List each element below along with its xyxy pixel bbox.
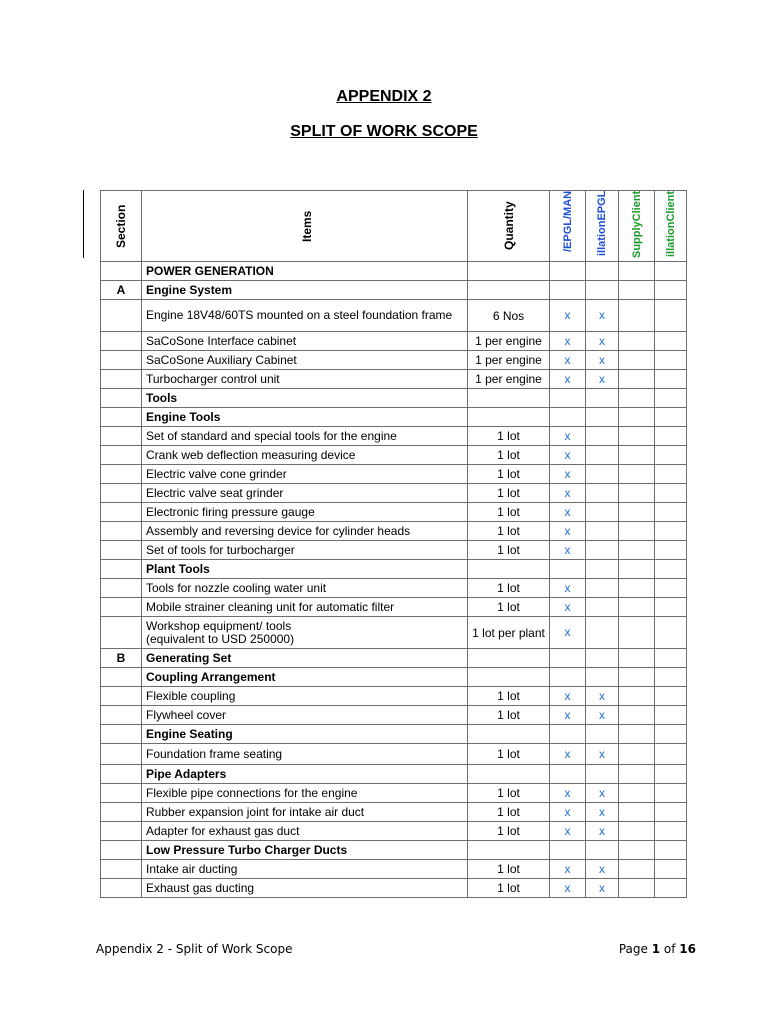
scope-mark-cell: x bbox=[550, 351, 586, 370]
quantity-cell: 1 per engine bbox=[468, 351, 550, 370]
item-cell: Workshop equipment/ tools (equivalent to USD 250000) bbox=[142, 617, 468, 649]
section-cell bbox=[101, 617, 142, 649]
scope-mark-cell bbox=[586, 408, 619, 427]
section-cell bbox=[101, 332, 142, 351]
scope-mark-cell bbox=[586, 465, 619, 484]
scope-mark-cell: x bbox=[550, 579, 586, 598]
scope-mark-cell bbox=[655, 446, 687, 465]
scope-mark-cell bbox=[655, 687, 687, 706]
section-cell bbox=[101, 351, 142, 370]
table-row bbox=[101, 281, 687, 300]
section-cell bbox=[101, 389, 142, 408]
scope-mark-cell bbox=[586, 262, 619, 281]
section-cell bbox=[101, 860, 142, 879]
quantity-cell: 1 lot bbox=[468, 784, 550, 803]
scope-mark-cell bbox=[619, 427, 655, 446]
scope-mark-cell bbox=[550, 725, 586, 744]
header-section: Section bbox=[101, 191, 142, 262]
table-row bbox=[101, 560, 687, 579]
scope-mark-cell bbox=[655, 389, 687, 408]
table-row bbox=[101, 484, 687, 503]
scope-mark-cell bbox=[655, 541, 687, 560]
quantity-cell: 1 lot bbox=[468, 541, 550, 560]
table-row bbox=[101, 300, 687, 332]
scope-mark-cell bbox=[619, 841, 655, 860]
scope-mark-cell bbox=[586, 541, 619, 560]
item-cell: POWER GENERATION bbox=[142, 262, 468, 281]
scope-mark-cell bbox=[619, 484, 655, 503]
scope-mark-cell bbox=[655, 579, 687, 598]
table-row bbox=[101, 744, 687, 765]
scope-mark-cell bbox=[655, 617, 687, 649]
scope-mark-cell bbox=[550, 408, 586, 427]
scope-mark-cell bbox=[655, 803, 687, 822]
scope-mark-cell: x bbox=[550, 784, 586, 803]
item-cell: Assembly and reversing device for cylinder heads bbox=[142, 522, 468, 541]
table-row bbox=[101, 649, 687, 668]
table-row bbox=[101, 408, 687, 427]
scope-mark-cell bbox=[619, 598, 655, 617]
scope-mark-cell bbox=[586, 598, 619, 617]
table-row bbox=[101, 725, 687, 744]
quantity-cell bbox=[468, 649, 550, 668]
item-cell: SaCoSone Interface cabinet bbox=[142, 332, 468, 351]
scope-mark-cell: x bbox=[586, 822, 619, 841]
scope-mark-cell: x bbox=[586, 370, 619, 389]
scope-mark-cell bbox=[619, 860, 655, 879]
table-row bbox=[101, 427, 687, 446]
scope-mark-cell bbox=[586, 668, 619, 687]
section-cell bbox=[101, 687, 142, 706]
item-cell: Tools bbox=[142, 389, 468, 408]
quantity-cell bbox=[468, 408, 550, 427]
section-cell bbox=[101, 446, 142, 465]
scope-mark-cell bbox=[655, 784, 687, 803]
quantity-cell bbox=[468, 841, 550, 860]
scope-mark-cell bbox=[619, 281, 655, 300]
scope-mark-cell bbox=[586, 725, 619, 744]
scope-mark-cell: x bbox=[586, 706, 619, 725]
scope-mark-cell bbox=[619, 503, 655, 522]
scope-mark-cell bbox=[550, 841, 586, 860]
item-cell: Exhaust gas ducting bbox=[142, 879, 468, 898]
scope-mark-cell: x bbox=[550, 370, 586, 389]
quantity-cell: 1 lot bbox=[468, 687, 550, 706]
header-col3: SupplyClient bbox=[619, 191, 655, 262]
appendix-heading: APPENDIX 2 bbox=[336, 88, 432, 105]
quantity-cell bbox=[468, 262, 550, 281]
item-cell: Engine System bbox=[142, 281, 468, 300]
section-cell bbox=[101, 408, 142, 427]
table-row bbox=[101, 765, 687, 784]
table-row bbox=[101, 389, 687, 408]
scope-mark-cell bbox=[655, 332, 687, 351]
item-cell: Generating Set bbox=[142, 649, 468, 668]
scope-mark-cell bbox=[655, 503, 687, 522]
quantity-cell: 1 lot bbox=[468, 822, 550, 841]
scope-mark-cell bbox=[619, 262, 655, 281]
table-row bbox=[101, 706, 687, 725]
scope-mark-cell bbox=[619, 332, 655, 351]
scope-mark-cell bbox=[619, 668, 655, 687]
section-cell bbox=[101, 541, 142, 560]
scope-mark-cell bbox=[586, 427, 619, 446]
scope-mark-cell: x bbox=[550, 744, 586, 765]
scope-mark-cell: x bbox=[586, 803, 619, 822]
scope-mark-cell bbox=[655, 649, 687, 668]
table-row bbox=[101, 860, 687, 879]
scope-mark-cell bbox=[655, 427, 687, 446]
scope-mark-cell bbox=[619, 879, 655, 898]
scope-mark-cell bbox=[619, 560, 655, 579]
scope-mark-cell: x bbox=[550, 822, 586, 841]
scope-mark-cell: x bbox=[550, 427, 586, 446]
scope-mark-cell bbox=[619, 579, 655, 598]
scope-mark-cell: x bbox=[550, 446, 586, 465]
table-row bbox=[101, 522, 687, 541]
quantity-cell: 1 lot bbox=[468, 598, 550, 617]
table-row bbox=[101, 687, 687, 706]
scope-mark-cell bbox=[655, 860, 687, 879]
table-row bbox=[101, 541, 687, 560]
item-cell: Tools for nozzle cooling water unit bbox=[142, 579, 468, 598]
item-cell: Electronic firing pressure gauge bbox=[142, 503, 468, 522]
scope-mark-cell bbox=[550, 668, 586, 687]
item-cell: Electric valve cone grinder bbox=[142, 465, 468, 484]
table-row bbox=[101, 803, 687, 822]
table-row bbox=[101, 668, 687, 687]
page-number: Page 1 of 16 bbox=[618, 942, 696, 956]
scope-mark-cell bbox=[655, 370, 687, 389]
scope-mark-cell: x bbox=[586, 332, 619, 351]
section-cell bbox=[101, 822, 142, 841]
scope-mark-cell bbox=[619, 370, 655, 389]
scope-mark-cell bbox=[619, 408, 655, 427]
table-row bbox=[101, 332, 687, 351]
section-cell bbox=[101, 262, 142, 281]
item-cell: Rubber expansion joint for intake air duct bbox=[142, 803, 468, 822]
scope-mark-cell bbox=[586, 446, 619, 465]
scope-mark-cell bbox=[655, 841, 687, 860]
section-cell bbox=[101, 484, 142, 503]
scope-mark-cell: x bbox=[586, 300, 619, 332]
scope-mark-cell: x bbox=[550, 706, 586, 725]
table-row bbox=[101, 822, 687, 841]
item-cell: Flexible pipe connections for the engine bbox=[142, 784, 468, 803]
scope-mark-cell bbox=[586, 281, 619, 300]
header-items: Items bbox=[142, 191, 468, 262]
item-cell: Adapter for exhaust gas duct bbox=[142, 822, 468, 841]
scope-mark-cell bbox=[619, 765, 655, 784]
header-quantity: Quantity bbox=[468, 191, 550, 262]
scope-mark-cell bbox=[619, 541, 655, 560]
section-cell bbox=[101, 427, 142, 446]
scope-mark-cell: x bbox=[550, 541, 586, 560]
table-row bbox=[101, 784, 687, 803]
quantity-cell: 1 lot bbox=[468, 465, 550, 484]
quantity-cell: 1 lot bbox=[468, 484, 550, 503]
table-row bbox=[101, 503, 687, 522]
scope-mark-cell bbox=[655, 465, 687, 484]
quantity-cell: 1 lot bbox=[468, 579, 550, 598]
scope-mark-cell bbox=[550, 389, 586, 408]
scope-mark-cell bbox=[619, 389, 655, 408]
scope-mark-cell bbox=[655, 522, 687, 541]
quantity-cell: 1 per engine bbox=[468, 370, 550, 389]
scope-mark-cell: x bbox=[550, 879, 586, 898]
section-cell bbox=[101, 841, 142, 860]
quantity-cell bbox=[468, 668, 550, 687]
scope-mark-cell: x bbox=[550, 687, 586, 706]
scope-mark-cell bbox=[655, 668, 687, 687]
quantity-cell bbox=[468, 560, 550, 579]
scope-mark-cell bbox=[619, 725, 655, 744]
table-row bbox=[101, 598, 687, 617]
scope-mark-cell: x bbox=[586, 351, 619, 370]
header-col4: illationClient bbox=[655, 191, 687, 262]
section-cell bbox=[101, 300, 142, 332]
quantity-cell: 1 lot bbox=[468, 446, 550, 465]
quantity-cell: 1 lot bbox=[468, 503, 550, 522]
scope-mark-cell bbox=[586, 649, 619, 668]
scope-mark-cell bbox=[655, 408, 687, 427]
table-header-row bbox=[101, 191, 687, 262]
table-row bbox=[101, 262, 687, 281]
section-cell bbox=[101, 706, 142, 725]
change-bar bbox=[83, 190, 84, 258]
quantity-cell bbox=[468, 765, 550, 784]
scope-mark-cell bbox=[655, 484, 687, 503]
quantity-cell bbox=[468, 725, 550, 744]
scope-mark-cell bbox=[655, 598, 687, 617]
scope-mark-cell bbox=[655, 744, 687, 765]
quantity-cell: 1 lot bbox=[468, 427, 550, 446]
scope-mark-cell bbox=[586, 579, 619, 598]
scope-mark-cell: x bbox=[550, 503, 586, 522]
item-cell: Coupling Arrangement bbox=[142, 668, 468, 687]
scope-mark-cell: x bbox=[586, 687, 619, 706]
section-cell bbox=[101, 560, 142, 579]
scope-mark-cell bbox=[619, 649, 655, 668]
scope-mark-cell bbox=[619, 446, 655, 465]
quantity-cell: 1 lot bbox=[468, 879, 550, 898]
table-row bbox=[101, 370, 687, 389]
section-cell bbox=[101, 503, 142, 522]
item-cell: Mobile strainer cleaning unit for automatic filter bbox=[142, 598, 468, 617]
scope-mark-cell bbox=[655, 262, 687, 281]
header-col1: /EPGL/MAN bbox=[550, 191, 586, 262]
quantity-cell: 1 lot bbox=[468, 860, 550, 879]
scope-mark-cell bbox=[586, 484, 619, 503]
item-cell: Electric valve seat grinder bbox=[142, 484, 468, 503]
scope-mark-cell bbox=[655, 879, 687, 898]
item-cell: Engine Seating bbox=[142, 725, 468, 744]
quantity-cell: 1 per engine bbox=[468, 332, 550, 351]
scope-mark-cell: x bbox=[550, 465, 586, 484]
quantity-cell bbox=[468, 389, 550, 408]
scope-mark-cell: x bbox=[586, 744, 619, 765]
scope-mark-cell bbox=[655, 560, 687, 579]
item-cell: Crank web deflection measuring device bbox=[142, 446, 468, 465]
item-cell: Low Pressure Turbo Charger Ducts bbox=[142, 841, 468, 860]
item-cell: Turbocharger control unit bbox=[142, 370, 468, 389]
quantity-cell: 1 lot bbox=[468, 522, 550, 541]
scope-mark-cell bbox=[655, 765, 687, 784]
section-cell: B bbox=[101, 649, 142, 668]
scope-mark-cell bbox=[586, 765, 619, 784]
scope-mark-cell bbox=[655, 822, 687, 841]
section-cell bbox=[101, 465, 142, 484]
section-cell bbox=[101, 598, 142, 617]
table-row bbox=[101, 579, 687, 598]
section-cell bbox=[101, 765, 142, 784]
item-cell: Foundation frame seating bbox=[142, 744, 468, 765]
scope-mark-cell bbox=[619, 465, 655, 484]
scope-mark-cell bbox=[550, 262, 586, 281]
scope-mark-cell bbox=[586, 560, 619, 579]
scope-mark-cell: x bbox=[550, 300, 586, 332]
scope-mark-cell: x bbox=[550, 484, 586, 503]
section-cell: A bbox=[101, 281, 142, 300]
scope-mark-cell bbox=[550, 560, 586, 579]
scope-mark-cell bbox=[619, 687, 655, 706]
scope-mark-cell bbox=[619, 744, 655, 765]
item-cell: SaCoSone Auxiliary Cabinet bbox=[142, 351, 468, 370]
section-cell bbox=[101, 879, 142, 898]
scope-mark-cell bbox=[619, 822, 655, 841]
scope-mark-cell bbox=[550, 765, 586, 784]
scope-mark-cell bbox=[586, 841, 619, 860]
section-cell bbox=[101, 522, 142, 541]
quantity-cell: 1 lot bbox=[468, 744, 550, 765]
work-scope-table bbox=[100, 190, 687, 898]
scope-mark-cell bbox=[619, 522, 655, 541]
scope-mark-cell: x bbox=[586, 784, 619, 803]
scope-mark-cell: x bbox=[550, 332, 586, 351]
document-subheading: SPLIT OF WORK SCOPE bbox=[290, 123, 478, 140]
table-row bbox=[101, 465, 687, 484]
item-cell: Plant Tools bbox=[142, 560, 468, 579]
scope-mark-cell bbox=[550, 281, 586, 300]
section-cell bbox=[101, 579, 142, 598]
table-row bbox=[101, 351, 687, 370]
table-row bbox=[101, 617, 687, 649]
quantity-cell: 6 Nos bbox=[468, 300, 550, 332]
scope-mark-cell bbox=[586, 617, 619, 649]
section-cell bbox=[101, 803, 142, 822]
table-row bbox=[101, 841, 687, 860]
scope-mark-cell bbox=[619, 351, 655, 370]
scope-mark-cell bbox=[655, 300, 687, 332]
scope-mark-cell: x bbox=[550, 803, 586, 822]
table-row bbox=[101, 446, 687, 465]
scope-mark-cell: x bbox=[550, 522, 586, 541]
item-cell: Set of tools for turbocharger bbox=[142, 541, 468, 560]
scope-mark-cell bbox=[655, 706, 687, 725]
scope-mark-cell: x bbox=[550, 598, 586, 617]
section-cell bbox=[101, 784, 142, 803]
scope-mark-cell bbox=[655, 351, 687, 370]
item-cell: Flexible coupling bbox=[142, 687, 468, 706]
section-cell bbox=[101, 370, 142, 389]
scope-mark-cell bbox=[619, 300, 655, 332]
scope-mark-cell bbox=[550, 649, 586, 668]
footer-title: Appendix 2 - Split of Work Scope bbox=[96, 942, 293, 956]
quantity-cell: 1 lot bbox=[468, 706, 550, 725]
scope-mark-cell: x bbox=[550, 617, 586, 649]
scope-mark-cell: x bbox=[550, 860, 586, 879]
scope-mark-cell: x bbox=[586, 860, 619, 879]
item-cell: Set of standard and special tools for the engine bbox=[142, 427, 468, 446]
item-cell: Flywheel cover bbox=[142, 706, 468, 725]
header-col2: illationEPGL bbox=[586, 191, 619, 262]
quantity-cell: 1 lot bbox=[468, 803, 550, 822]
scope-mark-cell bbox=[619, 617, 655, 649]
scope-mark-cell bbox=[586, 389, 619, 408]
section-cell bbox=[101, 744, 142, 765]
item-cell: Engine Tools bbox=[142, 408, 468, 427]
scope-mark-cell bbox=[586, 503, 619, 522]
quantity-cell bbox=[468, 281, 550, 300]
scope-mark-cell bbox=[619, 706, 655, 725]
section-cell bbox=[101, 725, 142, 744]
scope-mark-cell bbox=[655, 281, 687, 300]
scope-mark-cell bbox=[655, 725, 687, 744]
quantity-cell: 1 lot per plant bbox=[468, 617, 550, 649]
item-cell: Pipe Adapters bbox=[142, 765, 468, 784]
scope-mark-cell bbox=[619, 803, 655, 822]
section-cell bbox=[101, 668, 142, 687]
item-cell: Intake air ducting bbox=[142, 860, 468, 879]
item-cell: Engine 18V48/60TS mounted on a steel foundation frame bbox=[142, 300, 468, 332]
scope-mark-cell bbox=[586, 522, 619, 541]
table-row bbox=[101, 879, 687, 898]
scope-mark-cell: x bbox=[586, 879, 619, 898]
scope-mark-cell bbox=[619, 784, 655, 803]
